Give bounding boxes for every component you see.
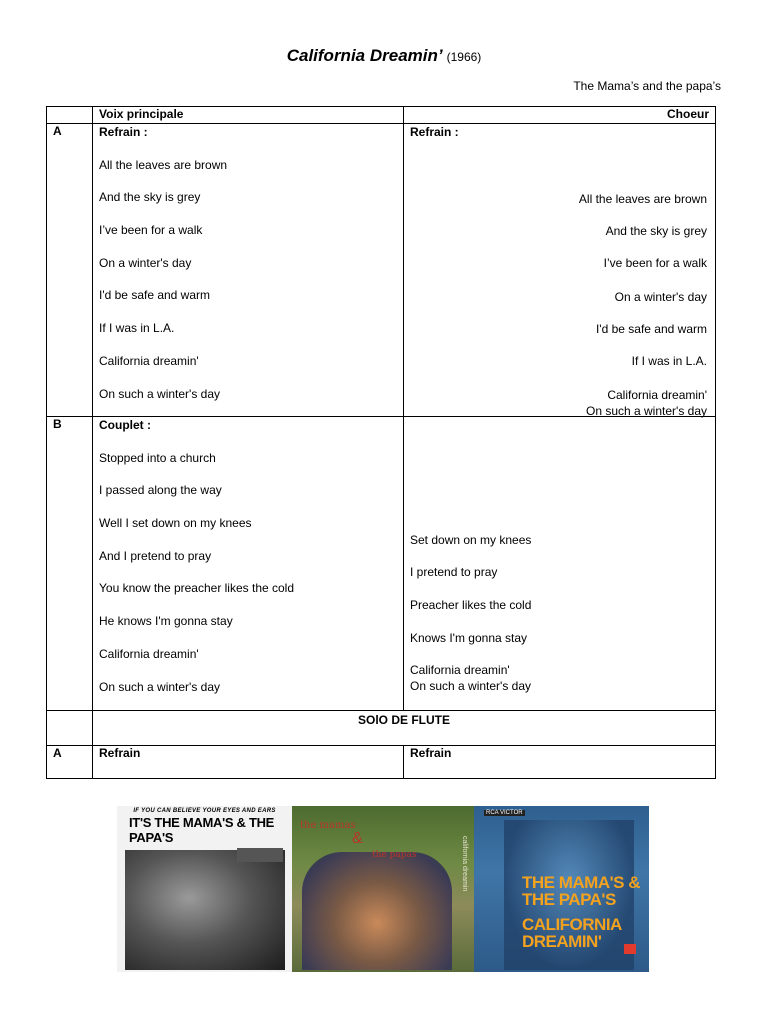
- section-b-main-cell: [93, 417, 404, 711]
- section-a-choeur-cell: [404, 124, 716, 417]
- lyric-line: You know the preacher likes the cold: [99, 581, 295, 596]
- choeur-line: Set down on my knees: [410, 533, 532, 547]
- lyric-line: On a winter's day: [99, 255, 192, 270]
- label-badge: [237, 848, 283, 862]
- band-photo: [125, 850, 285, 970]
- cover3-record-label: RCA VICTOR: [486, 810, 523, 816]
- lyric-line: California dreamin': [99, 353, 199, 368]
- section-b-label: B: [47, 417, 93, 711]
- solo-row: [47, 711, 716, 746]
- choeur-line: I'd be safe and warm: [595, 322, 707, 336]
- choeur-line: All the leaves are brown: [578, 192, 707, 206]
- record-logo-icon: [624, 944, 636, 954]
- lyric-line: And the sky is grey: [99, 190, 201, 205]
- band-photo: [302, 852, 452, 970]
- section-a-label: A: [47, 124, 93, 417]
- header-empty-cell: [47, 107, 93, 124]
- section-a2-main: Refrain: [93, 746, 404, 779]
- cover1-tagline: IF YOU CAN BELIEVE YOUR EYES AND EARS: [133, 808, 276, 814]
- lyrics-table: [46, 106, 716, 779]
- artist-name: The Mama’s and the papa’s: [573, 79, 721, 93]
- lyric-line: I'd be safe and warm: [99, 288, 211, 303]
- cover2-band-bottom: the papas: [372, 850, 417, 860]
- section-b-main-heading: Couplet :: [99, 418, 151, 432]
- lyric-line: I’ve been for a walk: [99, 223, 203, 238]
- choeur-line: I’ve been for a walk: [603, 256, 707, 270]
- lyric-line: If I was in L.A.: [99, 321, 175, 336]
- lyric-line: On such a winter's day: [99, 679, 221, 694]
- solo-label: SOlO DE FLUTE: [93, 711, 716, 746]
- solo-empty-cell: [47, 711, 93, 746]
- cover-image-2: [292, 806, 474, 972]
- lyric-line: Stopped into a church: [99, 450, 216, 465]
- section-b-choeur-cell: [404, 417, 716, 711]
- choeur-line: California dreamin': [410, 663, 510, 677]
- choeur-line: On a winter's day: [614, 290, 707, 304]
- choeur-line: Preacher likes the cold: [410, 598, 532, 612]
- section-a-main-cell: [93, 124, 404, 417]
- cover2-ampersand: &: [352, 830, 363, 847]
- cover2-side-text: california dreamin: [461, 836, 468, 892]
- lyric-line: Well I set down on my knees: [99, 516, 252, 531]
- section-a-row: [47, 124, 716, 417]
- choeur-line: Knows I'm gonna stay: [410, 631, 528, 645]
- cover2-band-top: the mamas: [300, 820, 356, 831]
- lyric-line: And I pretend to pray: [99, 548, 212, 563]
- section-a2-label: A: [47, 746, 93, 779]
- song-title: California Dreamin’: [286, 46, 443, 65]
- lyric-line: California dreamin': [99, 646, 199, 661]
- choeur-line: If I was in L.A.: [631, 354, 707, 368]
- lyric-line: All the leaves are brown: [99, 157, 228, 172]
- cover-image-1: [117, 806, 292, 972]
- section-a2-row: [47, 746, 716, 779]
- section-b-row: [47, 417, 716, 711]
- choeur-line: And the sky is grey: [605, 224, 707, 238]
- table-header-row: [47, 107, 716, 124]
- section-a-choeur-heading: Refrain :: [410, 125, 459, 139]
- section-a-main-heading: Refrain :: [99, 125, 148, 139]
- song-year: (1966): [446, 50, 482, 64]
- lyric-line: On such a winter's day: [99, 386, 221, 401]
- lyric-line: He knows I'm gonna stay: [99, 614, 233, 629]
- cover-image-3: [474, 806, 649, 972]
- section-a2-choeur: Refrain: [404, 746, 716, 779]
- choeur-line: On such a winter's day: [585, 404, 707, 418]
- lyric-line: I passed along the way: [99, 483, 222, 498]
- header-main-voice: Voix principale: [93, 107, 404, 124]
- album-covers: [117, 806, 649, 972]
- cover1-band: IT'S THE MAMA'S & THE PAPA'S: [129, 815, 275, 845]
- choeur-line: California dreamin': [607, 388, 707, 402]
- choeur-line: On such a winter's day: [410, 679, 532, 693]
- cover3-song: CALIFORNIA DREAMIN': [522, 915, 622, 951]
- choeur-line: I pretend to pray: [410, 565, 498, 579]
- header-choeur: Choeur: [404, 107, 716, 124]
- cover3-band: THE MAMA'S & THE PAPA'S: [522, 873, 640, 909]
- document-title: [0, 46, 768, 66]
